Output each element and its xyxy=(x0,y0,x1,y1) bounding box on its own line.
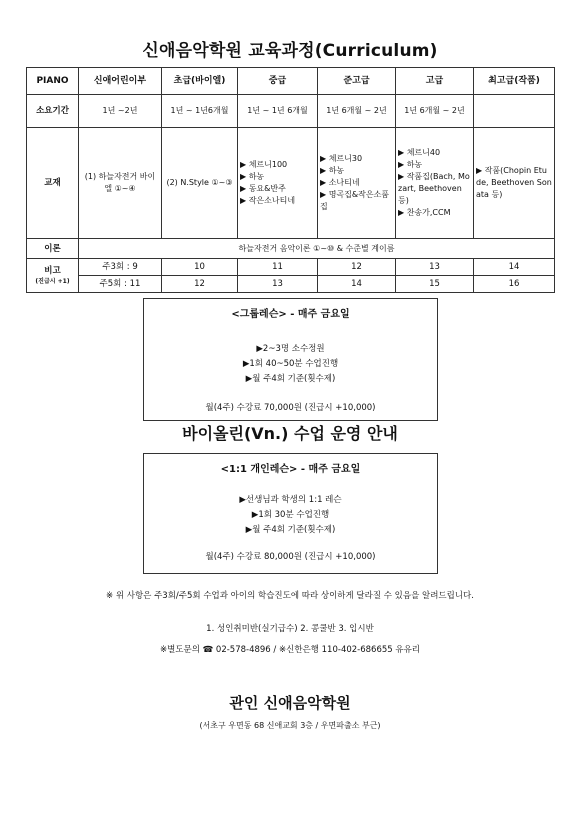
header-cell: 신애어린이부 xyxy=(79,68,162,95)
duration-cell: 1년 ~ 1년6개월 xyxy=(162,95,238,128)
private-lesson-line: ▶선생님과 학생의 1:1 레슨 xyxy=(239,495,342,505)
note-cell: 14 xyxy=(474,259,555,276)
header-cell: 준고급 xyxy=(318,68,396,95)
academy-address: (서초구 우면동 68 신애교회 3층 / 우면파출소 부근) xyxy=(199,721,381,730)
note-cell: 15 xyxy=(396,276,474,293)
group-lesson-line: ▶1회 40~50분 수업진행 xyxy=(242,359,339,369)
duration-cell: 1년 ~ 1년 6개월 xyxy=(238,95,318,128)
material-item: ▶ 체르니30 xyxy=(320,154,363,163)
note-cell: 12 xyxy=(318,259,396,276)
material-item: ▶ 체르니40 xyxy=(398,148,441,157)
table-header-row xyxy=(27,68,555,95)
material-item: ▶ 작품(Chopin Etude, Beethoven Sonata 등) xyxy=(476,166,552,199)
group-lesson-line: ▶2~3명 소수정원 xyxy=(256,344,325,354)
group-lesson-line: ▶월 주4회 기준(횟수제) xyxy=(245,374,336,384)
header-cell: 고급 xyxy=(396,68,474,95)
row-label: 소요기간 xyxy=(27,95,79,128)
note-label: 비고 xyxy=(44,266,61,276)
note-cell: 13 xyxy=(396,259,474,276)
materials-cell xyxy=(396,128,474,239)
violin-section-title: 바이올린(Vn.) 수업 운영 안내 xyxy=(182,424,398,443)
row-label: 교재 xyxy=(27,128,79,239)
materials-cell xyxy=(318,128,396,239)
private-lesson-line: ▶월 주4회 기준(횟수제) xyxy=(245,525,336,535)
material-item: (1) 하늘자전거 바이엘 ①~④ xyxy=(84,172,156,193)
materials-cell xyxy=(474,128,555,239)
material-item: ▶ 소나티네 xyxy=(320,178,360,187)
duration-cell: 1년 6개월 ~ 2년 xyxy=(318,95,396,128)
note-cell: 주3회 : 9 xyxy=(79,259,162,276)
curriculum-table xyxy=(26,67,555,293)
private-lesson-box xyxy=(143,453,438,574)
material-item: ▶ 하농 xyxy=(320,166,345,175)
note-cell: 11 xyxy=(238,259,318,276)
materials-cell xyxy=(79,128,162,239)
materials-cell xyxy=(162,128,238,239)
group-lesson-fee: 월(4주) 수강료 70,000원 (진급시 +10,000) xyxy=(205,403,376,413)
theory-cell: 하늘자전거 음악이론 ①~⑩ & 수준별 계이름 xyxy=(79,239,555,259)
private-lesson-fee: 월(4주) 수강료 80,000원 (진급시 +10,000) xyxy=(205,552,376,562)
classes-text: 1. 성인취미반(실기급수) 2. 콩쿨반 3. 입시반 xyxy=(206,624,374,634)
note-cell: 14 xyxy=(318,276,396,293)
row-label xyxy=(27,259,79,293)
note-row-3x xyxy=(27,259,555,276)
page-title: 신애음악학원 교육과정(Curriculum) xyxy=(142,41,438,61)
material-item: ▶ 동요&반주 xyxy=(240,184,286,193)
note-cell: 주5회 : 11 xyxy=(79,276,162,293)
material-item: ▶ 작품집(Bach, Mozart, Beethoven 등) xyxy=(398,172,470,205)
duration-cell: 1년 ~2년 xyxy=(79,95,162,128)
note-sublabel: (진급시 +1) xyxy=(35,278,70,285)
material-item: ▶ 체르니100 xyxy=(240,160,288,169)
material-item: ▶ 하농 xyxy=(240,172,265,181)
group-lesson-box xyxy=(143,298,438,421)
note-cell: 16 xyxy=(474,276,555,293)
note-row-5x xyxy=(27,276,555,293)
private-lesson-line: ▶1회 30분 수업진행 xyxy=(251,510,330,520)
materials-row xyxy=(27,128,555,239)
header-cell: 중급 xyxy=(238,68,318,95)
header-cell: PIANO xyxy=(27,68,79,95)
private-lesson-heading: <1:1 개인레슨> - 매주 금요일 xyxy=(220,464,361,475)
materials-cell xyxy=(238,128,318,239)
theory-row xyxy=(27,239,555,259)
contact-text: ※별도문의 ☎ 02-578-4896 / ※신한은행 110-402-686655 유유리 xyxy=(159,645,421,655)
note-cell: 10 xyxy=(162,259,238,276)
group-lesson-heading: <그룹레슨> - 매주 금요일 xyxy=(231,309,350,320)
header-cell: 최고급(작품) xyxy=(474,68,555,95)
material-item: (2) N.Style ①~③ xyxy=(166,178,233,187)
row-label: 이론 xyxy=(27,239,79,259)
material-item: ▶ 명곡집&작은소품집 xyxy=(320,190,390,211)
material-item: ▶ 찬송가,CCM xyxy=(398,208,451,217)
academy-name: 관인 신애음악학원 xyxy=(229,694,351,712)
header-cell: 초급(바이엘) xyxy=(162,68,238,95)
note-cell: 12 xyxy=(162,276,238,293)
duration-row xyxy=(27,95,555,128)
material-item: ▶ 하농 xyxy=(398,160,423,169)
duration-cell xyxy=(474,95,555,128)
material-item: ▶ 작은소나티네 xyxy=(240,196,296,205)
notice-text: ※ 위 사항은 주3회/주5회 수업과 아이의 학습진도에 따라 상이하게 달라질 수 있음을 알려드립니다. xyxy=(106,591,474,601)
note-cell: 13 xyxy=(238,276,318,293)
duration-cell: 1년 6개월 ~ 2년 xyxy=(396,95,474,128)
